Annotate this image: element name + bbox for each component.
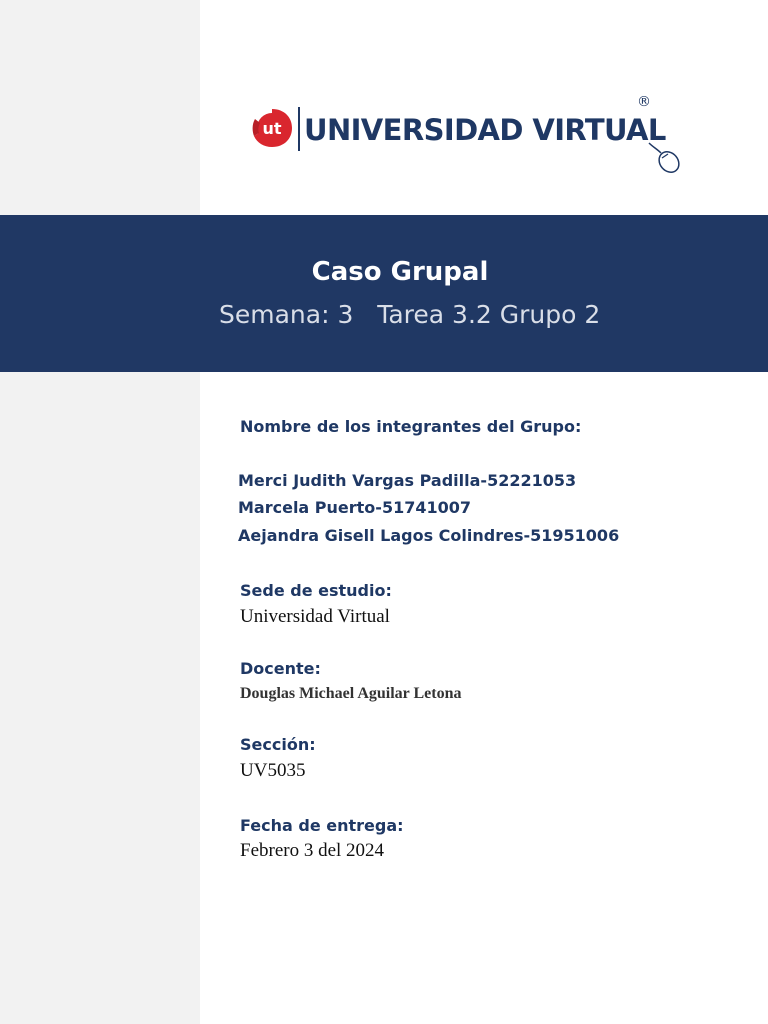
ut-badge-icon <box>251 107 293 149</box>
registered-mark: ® <box>637 94 651 110</box>
group-member: Marcela Puerto-51741007 <box>238 498 471 517</box>
university-logo <box>251 95 691 180</box>
group-member: Merci Judith Vargas Padilla-52221053 <box>238 471 577 490</box>
document-subtitle: Semana: 3 Tarea 3.2 Grupo 2 <box>219 300 601 329</box>
section-label: Sección: <box>240 735 316 754</box>
due-date-label: Fecha de entrega: <box>240 816 404 835</box>
group-member: Aejandra Gisell Lagos Colindres-51951006 <box>238 526 620 545</box>
campus-label: Sede de estudio: <box>240 581 392 600</box>
due-date-value: Febrero 3 del 2024 <box>240 840 385 861</box>
title-banner <box>0 215 768 372</box>
teacher-value: Douglas Michael Aguilar Letona <box>240 685 462 702</box>
teacher-label: Docente: <box>240 659 321 678</box>
group-members-label: Nombre de los integrantes del Grupo: <box>240 417 582 436</box>
document-title: Caso Grupal <box>311 257 489 287</box>
logo-divider <box>298 107 300 151</box>
campus-value: Universidad Virtual <box>240 606 390 627</box>
logo-wordmark: UNIVERSIDAD VIRTUAL <box>304 113 666 147</box>
badge-text: ut <box>262 119 282 138</box>
left-gray-strip <box>0 0 200 1024</box>
computer-mouse-icon <box>647 141 683 175</box>
section-value: UV5035 <box>240 760 306 781</box>
